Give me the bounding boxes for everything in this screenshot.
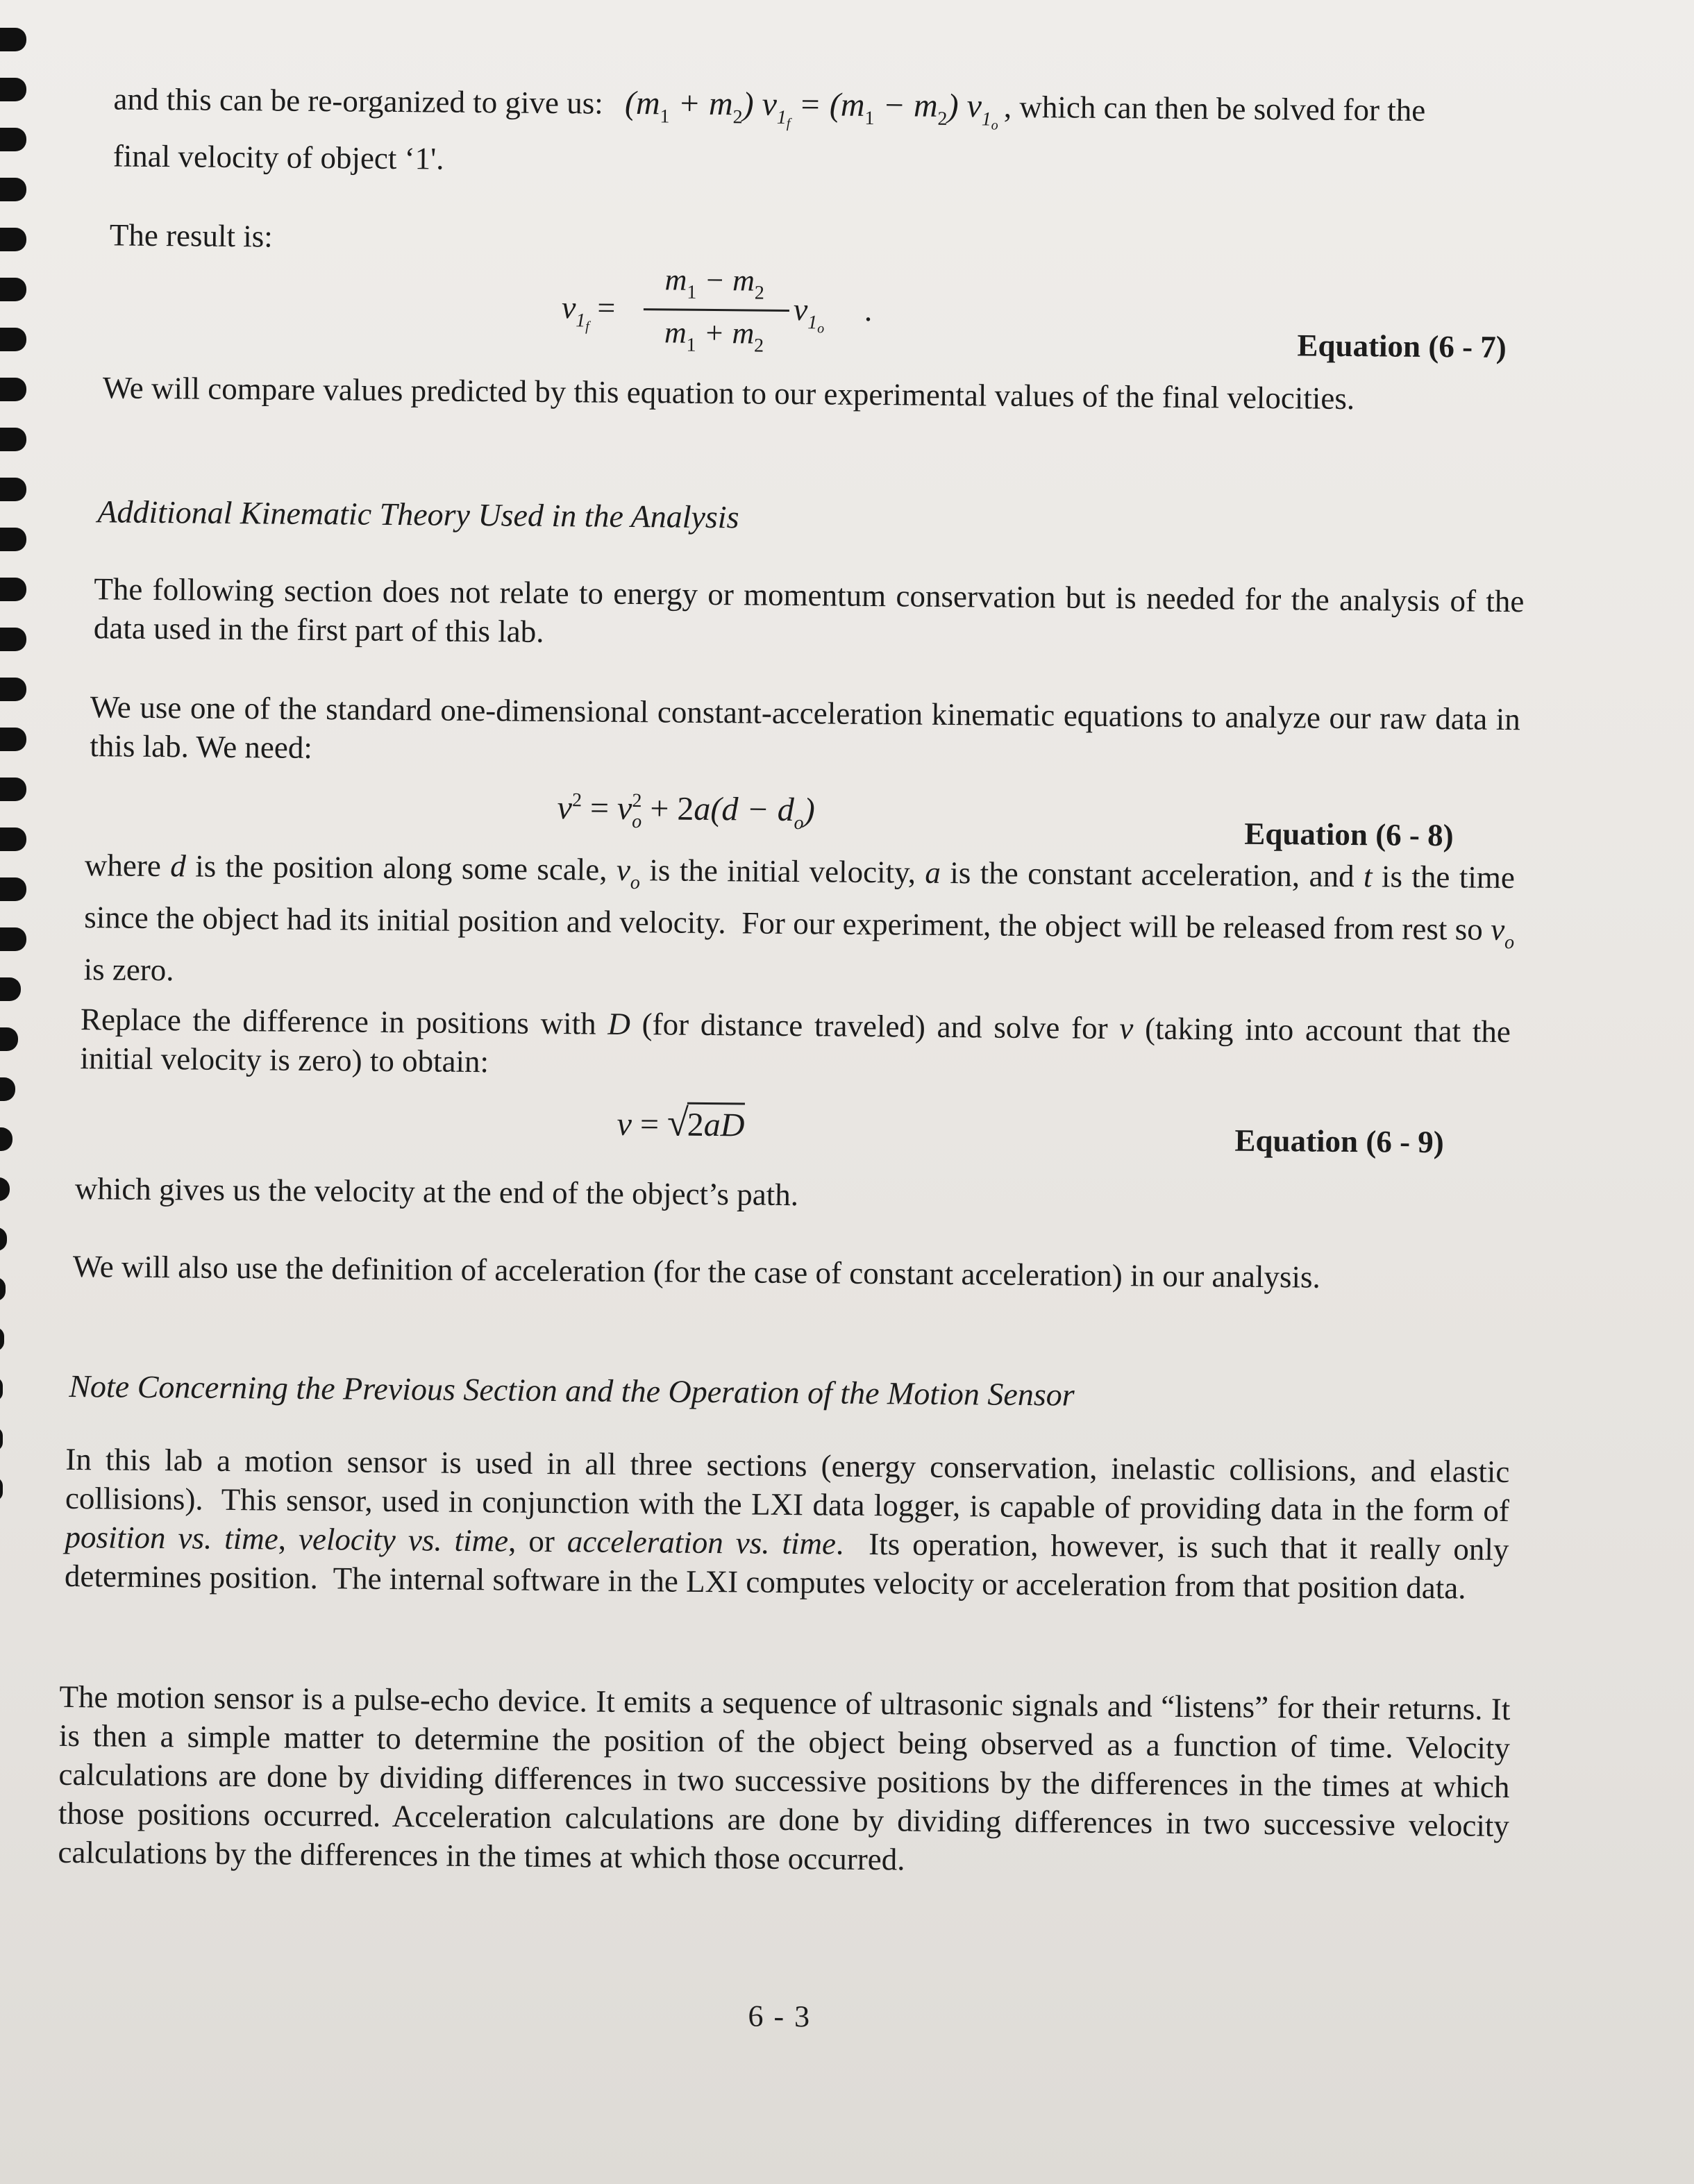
kinematic-paragraph-5: which gives us the velocity at the end of the object’s path. (74, 1171, 799, 1213)
compare-text: We will compare values predicted by this equation to our experimental values of the final velocities. (102, 370, 1355, 417)
kinematic-paragraph-4: Replace the difference in positions with D (for distance traveled) and solve for v (taking into account that the initial velocity is zero) to obtain: (80, 1002, 1511, 1080)
kinematic-paragraph-1: The following section does not relate to energy or momentum conservation but is needed for the analysis of the data used in the first part of this lab. (93, 571, 1525, 649)
note-paragraph-1: In this lab a motion sensor is used in all three sections (energy conservation, inelastic collisions, and elastic collisions). This sensor, used in conjunction with the LXI data logger, is capable of providing data in the form of position vs. time, velocity vs. time, or acceleration vs. time. Its operation, however, is such that it really only determines position. The internal software in the LXI computes velocity or acceleration from that position data. (64, 1441, 1510, 1606)
equation-6-7-denominator: $m_1 + m_2$ (664, 315, 764, 357)
paragraph-intro: and this can be re-organized to give us: (113, 81, 603, 121)
equation-6-7-lhs: $v_{1_f}$ = (561, 289, 616, 335)
inline-equation: $(m_1 + m_2) v_{1_f} = (m_1 - m_2)$ $v_{1_o}$ (624, 84, 998, 133)
heading-motion-sensor-note: Note Concerning the Previous Section and the Operation of the Motion Sensor (69, 1368, 1075, 1413)
kinematic-paragraph-6: We will also use the definition of acceleration (for the case of constant acceleration) in our analysis. (72, 1249, 1320, 1295)
note-paragraph-2: The motion sensor is a pulse-echo device. It emits a sequence of ultrasonic signals and “listens” for their returns. It is then a simple matter to determine the position of the object being observed as a function of time. Velocity calculations are done by dividing differences in two successive positions by the differences in the times at which those positions occurred. Acceleration calculations are done by dividing differences in two successive velocity calculations by the differences in the times at which those occurred. (58, 1679, 1511, 1877)
kinematic-paragraph-2: We use one of the standard one-dimensional constant-acceleration kinematic equations to analyze our raw data in this lab. We need: (90, 689, 1521, 765)
heading-kinematic-theory: Additional Kinematic Theory Used in the Analysis (97, 494, 739, 535)
equation-6-9-label: Equation (6 - 9) (1234, 1123, 1445, 1160)
equation-6-8: $v^2 = v_o^2 + 2a(d - d_o)$ (557, 789, 816, 834)
spiral-binding-holes (0, 0, 42, 2184)
equation-6-7-numerator: $m_1 - m_2$ (664, 262, 764, 304)
result-label: The result is: (109, 217, 274, 254)
fraction-bar (644, 308, 789, 312)
page-number: 6 - 3 (748, 1999, 812, 2034)
equation-6-8-label: Equation (6 - 8) (1244, 816, 1454, 853)
equation-6-7-factor: $v_{1_o}$ . (793, 292, 873, 337)
equation-6-7-label: Equation (6 - 7) (1297, 328, 1507, 364)
paragraph-line2: final velocity of object ‘1'. (112, 138, 444, 176)
kinematic-paragraph-3: where d is the position along some scale, $v_o$ is the initial velocity, a is the constant acceleration, and t is the time since the object had its initial position and velocity. For our experiment, the object will be released from rest so $v_o$ is zero. (83, 848, 1516, 988)
equation-6-9: v = √2aD (617, 1101, 745, 1145)
page-content (60, 62, 1543, 2130)
paragraph-tail: , which can then be solved for the (1003, 89, 1426, 128)
